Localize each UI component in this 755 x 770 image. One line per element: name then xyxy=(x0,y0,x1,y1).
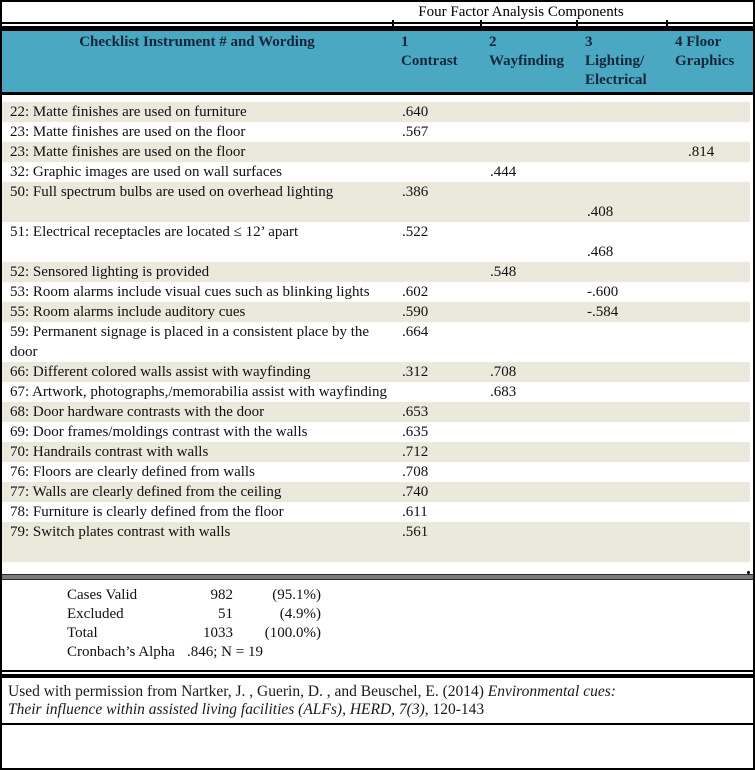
loading-lighting-electrical xyxy=(576,482,666,502)
header-item-column: Checklist Instrument # and Wording xyxy=(79,34,315,50)
title-band xyxy=(2,2,753,22)
table-row xyxy=(2,282,750,302)
column-tick xyxy=(392,20,394,26)
cronbach-alpha-label: Cronbach’s Alpha xyxy=(67,644,175,660)
table-row xyxy=(2,142,750,162)
loading-wayfinding: .548 xyxy=(490,264,517,280)
footer-line-1 xyxy=(8,683,747,701)
case-summary-row xyxy=(67,605,753,624)
checklist-item-label: 32: Graphic images are used on wall surfaces xyxy=(10,164,282,180)
table-row xyxy=(2,482,750,502)
footer-text-regular: Used with permission from Nartker, J. , Guerin, D. , and Beuschel, E. (2014) xyxy=(8,683,488,700)
checklist-item-label: 50: Full spectrum bulbs are used on overhead lighting xyxy=(10,184,334,200)
loading-floor-graphics xyxy=(666,182,750,222)
table-row xyxy=(2,422,750,442)
loading-wayfinding: .683 xyxy=(490,384,517,400)
footer-top-border xyxy=(2,670,753,678)
footer-line-2 xyxy=(8,701,747,719)
table-row xyxy=(2,542,750,562)
checklist-item-label: 70: Handrails contrast with walls xyxy=(10,444,209,460)
header-factor-floor-graphics xyxy=(666,31,750,92)
table-title: Four Factor Analysis Components xyxy=(418,4,624,20)
loading-contrast: .653 xyxy=(402,404,429,420)
loading-contrast: .590 xyxy=(402,304,429,320)
factor-name: Lighting/ xyxy=(585,53,645,69)
case-summary-label: Cases Valid xyxy=(67,587,138,603)
factor-name-line2: Electrical xyxy=(585,72,647,88)
case-summary xyxy=(2,580,753,662)
divider-end-dot xyxy=(747,571,750,574)
loading-contrast xyxy=(392,262,480,282)
table-row xyxy=(2,322,750,362)
loading-wayfinding xyxy=(480,102,576,122)
loading-floor-graphics xyxy=(666,522,750,542)
loading-lighting-electrical xyxy=(576,442,666,462)
loading-lighting-electrical: .408 xyxy=(587,204,614,220)
table-row xyxy=(2,402,750,422)
footer-text-regular: 120-143 xyxy=(428,701,485,718)
case-summary-row xyxy=(67,586,753,605)
table-row xyxy=(2,182,750,222)
loading-floor-graphics xyxy=(666,462,750,482)
loading-contrast: .708 xyxy=(402,464,429,480)
checklist-item-label: 23: Matte finishes are used on the floor xyxy=(10,144,246,160)
loading-wayfinding: .708 xyxy=(490,364,517,380)
loading-lighting-electrical xyxy=(576,142,666,162)
loading-contrast: .740 xyxy=(402,484,429,500)
loading-contrast: .602 xyxy=(402,284,429,300)
loading-wayfinding xyxy=(480,422,576,442)
loading-lighting-electrical xyxy=(576,122,666,142)
checklist-item-label xyxy=(2,542,392,562)
loading-lighting-electrical xyxy=(576,362,666,382)
loading-floor-graphics xyxy=(666,422,750,442)
loading-floor-graphics xyxy=(666,102,750,122)
loading-contrast: .386 xyxy=(402,184,429,200)
loading-wayfinding xyxy=(480,142,576,162)
loading-contrast xyxy=(392,142,480,162)
factor-number: 4 Floor xyxy=(675,34,722,50)
checklist-item-label: 52: Sensored lighting is provided xyxy=(10,264,210,280)
factor-name: Contrast xyxy=(401,53,458,69)
checklist-item-label: 76: Floors are clearly defined from walls xyxy=(10,464,255,480)
table-body xyxy=(2,95,753,562)
loading-lighting-electrical xyxy=(576,542,666,562)
loading-contrast: .567 xyxy=(402,124,429,140)
column-tick xyxy=(480,20,482,26)
case-summary-count: 51 xyxy=(218,606,233,622)
factor-name: Wayfinding xyxy=(489,53,565,69)
cronbach-alpha-row xyxy=(67,643,753,662)
spacer xyxy=(2,662,753,670)
loading-lighting-electrical xyxy=(576,102,666,122)
loading-floor-graphics xyxy=(666,222,750,262)
case-summary-row xyxy=(67,624,753,643)
checklist-item-label: 66: Different colored walls assist with wayfinding xyxy=(10,364,311,380)
loading-floor-graphics xyxy=(666,402,750,422)
loading-wayfinding xyxy=(480,222,576,262)
loading-floor-graphics xyxy=(666,442,750,462)
table-row xyxy=(2,222,750,262)
table-row xyxy=(2,442,750,462)
table-row xyxy=(2,502,750,522)
loading-lighting-electrical: .468 xyxy=(587,244,614,260)
loading-lighting-electrical xyxy=(576,462,666,482)
loading-wayfinding xyxy=(480,182,576,222)
case-summary-percent: (95.1%) xyxy=(272,587,321,603)
checklist-item-label: 67: Artwork, photographs,/memorabilia assist with wayfinding xyxy=(10,384,388,400)
checklist-item-label: 77: Walls are clearly defined from the ceiling xyxy=(10,484,282,500)
checklist-item-label: 69: Door frames/moldings contrast with the walls xyxy=(10,424,308,440)
section-divider xyxy=(2,574,753,580)
checklist-item-label: 59: Permanent signage is placed in a consistent place by the door xyxy=(10,324,370,360)
case-summary-percent: (4.9%) xyxy=(279,606,321,622)
loading-lighting-electrical xyxy=(576,322,666,362)
loading-lighting-electrical: -.600 xyxy=(587,284,619,300)
loading-wayfinding xyxy=(480,442,576,462)
checklist-item-label: 53: Room alarms include visual cues such as blinking lights xyxy=(10,284,370,300)
checklist-item-label: 78: Furniture is clearly defined from the floor xyxy=(10,504,284,520)
rule-gap xyxy=(2,24,753,26)
spacer xyxy=(2,562,753,574)
table-header xyxy=(2,31,753,95)
loading-wayfinding xyxy=(480,462,576,482)
loading-lighting-electrical xyxy=(576,422,666,442)
loading-wayfinding xyxy=(480,122,576,142)
loading-floor-graphics xyxy=(666,122,750,142)
loading-contrast xyxy=(392,542,480,562)
table-row xyxy=(2,522,750,542)
loading-floor-graphics xyxy=(666,282,750,302)
loading-floor-graphics xyxy=(666,542,750,562)
loading-contrast: .640 xyxy=(402,104,429,120)
table-row xyxy=(2,302,750,322)
loading-contrast: .635 xyxy=(402,424,429,440)
factor-name: Graphics xyxy=(675,53,735,69)
loading-wayfinding xyxy=(480,522,576,542)
factor-number: 3 xyxy=(585,34,593,50)
permission-note xyxy=(2,678,753,719)
header-factor-contrast xyxy=(392,31,480,92)
table-row xyxy=(2,462,750,482)
loading-contrast: .611 xyxy=(402,504,428,520)
loading-contrast: .522 xyxy=(402,224,429,240)
loading-contrast: .664 xyxy=(402,324,429,340)
checklist-item-label: 68: Door hardware contrasts with the door xyxy=(10,404,265,420)
case-summary-label: Total xyxy=(67,625,98,641)
checklist-item-label: 79: Switch plates contrast with walls xyxy=(10,524,231,540)
loading-wayfinding xyxy=(480,542,576,562)
loading-contrast: .312 xyxy=(402,364,429,380)
loading-lighting-electrical xyxy=(576,402,666,422)
bottom-margin xyxy=(2,725,753,768)
loading-floor-graphics xyxy=(666,162,750,182)
loading-wayfinding xyxy=(480,282,576,302)
column-tick xyxy=(666,20,668,26)
header-factor-lighting xyxy=(576,31,666,92)
case-summary-label: Excluded xyxy=(67,606,124,622)
checklist-item-label: 55: Room alarms include auditory cues xyxy=(10,304,246,320)
loading-lighting-electrical xyxy=(576,262,666,282)
checklist-item-label: 51: Electrical receptacles are located ≤ 12’ apart xyxy=(10,224,299,240)
loading-lighting-electrical: -.584 xyxy=(587,304,619,320)
loading-wayfinding xyxy=(480,482,576,502)
case-summary-count: 1033 xyxy=(203,625,233,641)
loading-floor-graphics xyxy=(666,322,750,362)
table-row xyxy=(2,382,750,402)
loading-contrast: .712 xyxy=(402,444,429,460)
factor-number: 1 xyxy=(401,34,409,50)
loading-floor-graphics: .814 xyxy=(688,144,715,160)
loading-lighting-electrical xyxy=(576,382,666,402)
loading-contrast xyxy=(392,382,480,402)
loading-wayfinding xyxy=(480,302,576,322)
checklist-item-label: 22: Matte finishes are used on furniture xyxy=(10,104,247,120)
loading-floor-graphics xyxy=(666,382,750,402)
loading-wayfinding xyxy=(480,502,576,522)
loading-contrast: .561 xyxy=(402,524,429,540)
cronbach-alpha-value: .846; N = 19 xyxy=(187,644,263,660)
case-summary-count: 982 xyxy=(210,587,233,603)
loading-floor-graphics xyxy=(666,302,750,322)
loading-wayfinding: .444 xyxy=(490,164,517,180)
loading-lighting-electrical xyxy=(576,502,666,522)
loading-wayfinding xyxy=(480,322,576,362)
table-row xyxy=(2,102,750,122)
loading-floor-graphics xyxy=(666,502,750,522)
table-row xyxy=(2,122,750,142)
column-tick xyxy=(576,20,578,26)
case-summary-percent: (100.0%) xyxy=(264,625,321,641)
loading-lighting-electrical xyxy=(576,162,666,182)
checklist-item-label: 23: Matte finishes are used on the floor xyxy=(10,124,246,140)
header-factor-wayfinding xyxy=(480,31,576,92)
factor-number: 2 xyxy=(489,34,497,50)
loading-wayfinding xyxy=(480,402,576,422)
table-row xyxy=(2,362,750,382)
footer-text-italic: Environmental cues: xyxy=(487,683,616,700)
footer-text-italic: Their influence within assisted living facilities (ALFs), HERD, 7(3), xyxy=(8,701,429,718)
loading-floor-graphics xyxy=(666,362,750,382)
table-row xyxy=(2,262,750,282)
loading-contrast xyxy=(392,162,480,182)
loading-floor-graphics xyxy=(666,482,750,502)
loading-lighting-electrical xyxy=(576,522,666,542)
loading-floor-graphics xyxy=(666,262,750,282)
table-row xyxy=(2,162,750,182)
